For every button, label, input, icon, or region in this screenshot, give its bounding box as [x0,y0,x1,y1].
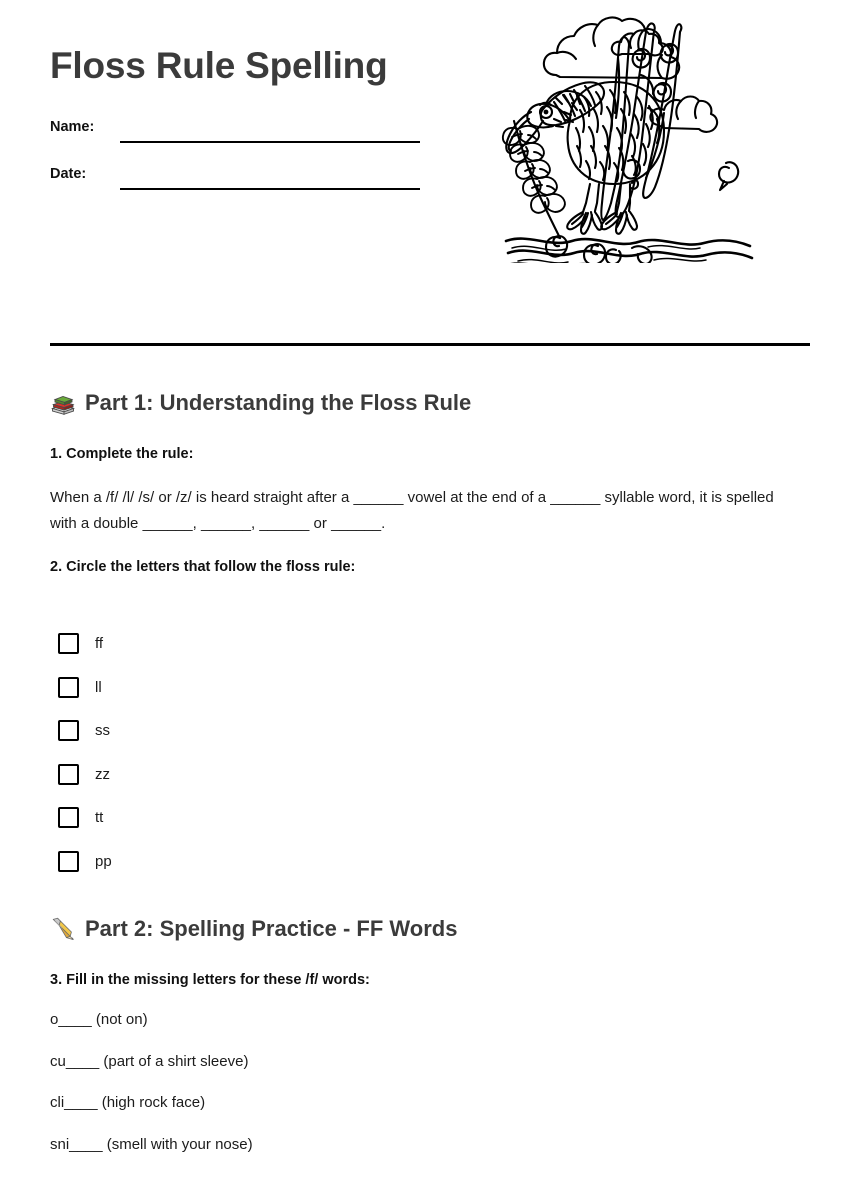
pencil-icon [50,916,76,942]
part2-heading [50,916,457,942]
checkbox-pp[interactable] [58,851,79,872]
name-field-label: Name: [50,119,94,135]
date-field-line[interactable] [120,188,420,190]
name-field-row [50,119,430,145]
kiwi-bird-illustration [498,0,760,263]
section-divider [50,343,810,346]
checkbox-label-zz: zz [95,767,110,782]
list-item[interactable]: cli____ (high rock face) [50,1095,550,1137]
checkbox-ll[interactable] [58,677,79,698]
name-field-line[interactable] [120,141,420,143]
checkbox-zz[interactable] [58,764,79,785]
books-icon [50,390,76,416]
checkbox-tt[interactable] [58,807,79,828]
part2-heading-text: Part 2: Spelling Practice - FF Words [85,916,457,942]
date-field-row [50,166,430,192]
checkbox-label-pp: pp [95,854,112,869]
list-item[interactable] [58,666,358,710]
checkbox-label-ff: ff [95,636,103,651]
page-title: Floss Rule Spelling [50,45,387,87]
question-3-label: 3. Fill in the missing letters for these /f/ words: [50,972,370,988]
list-item[interactable] [58,753,358,797]
floss-letter-options [58,622,358,883]
list-item[interactable]: cu____ (part of a shirt sleeve) [50,1054,550,1096]
ff-words-list [50,1012,550,1178]
list-item[interactable] [58,840,358,884]
date-field-label: Date: [50,166,86,182]
question-2-label: 2. Circle the letters that follow the floss rule: [50,559,355,575]
question-1-label: 1. Complete the rule: [50,446,193,462]
checkbox-ff[interactable] [58,633,79,654]
floss-rule-text: When a /f/ /l/ /s/ or /z/ is heard straight after a ______ vowel at the end of a ______ syllable word, it is spelled with a double ______, ______, ______ or ______. [50,485,790,537]
checkbox-ss[interactable] [58,720,79,741]
list-item[interactable]: o____ (not on) [50,1012,550,1054]
checkbox-label-ss: ss [95,723,110,738]
list-item[interactable]: sni____ (smell with your nose) [50,1137,550,1178]
list-item[interactable] [58,709,358,753]
checkbox-label-ll: ll [95,680,102,695]
checkbox-label-tt: tt [95,810,103,825]
list-item[interactable] [58,622,358,666]
list-item[interactable] [58,796,358,840]
part1-heading-text: Part 1: Understanding the Floss Rule [85,390,471,416]
part1-heading [50,390,471,416]
